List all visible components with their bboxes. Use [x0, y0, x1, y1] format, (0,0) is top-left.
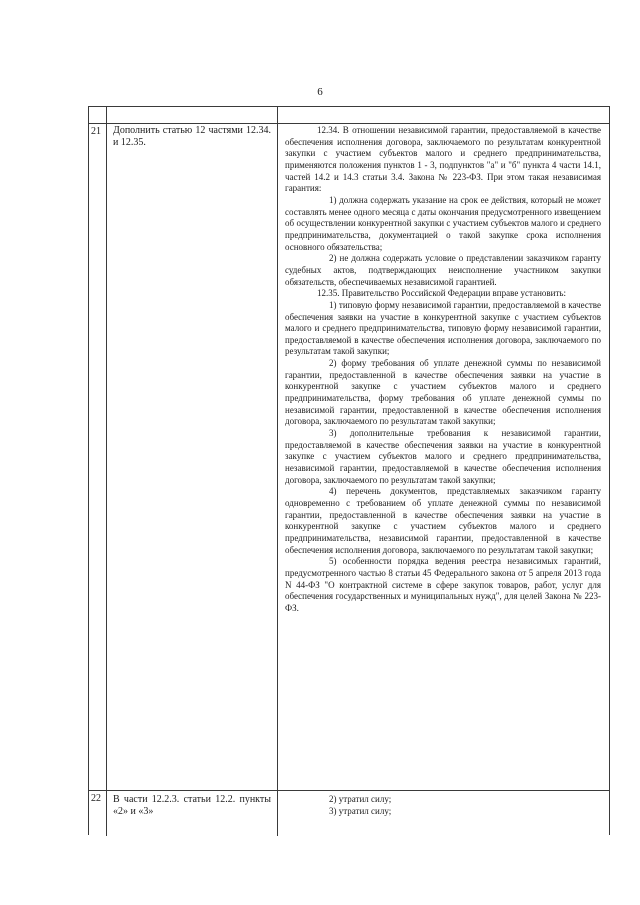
paragraph-repealed-3: 3) утратил силу; [329, 805, 392, 816]
table-row [89, 790, 609, 836]
paragraph-12-34-item-1: 1) должна содержать указание на срок ее действия, который не может составлять менее одного месяца с даты окончания предусмотренного извещением об осуществлении конкурентной закупки с участием субъектов малого и среднего предпринимательства, документацией о такой закупке срока исполнения основного обязательства; [285, 194, 601, 252]
amendment-instruction: Дополнить статью 12 частями 12.34. и 12.35. [113, 125, 271, 148]
paragraph-repealed-2: 2) утратил силу; [329, 794, 392, 804]
paragraph-12-35-item-1: 1) типовую форму независимой гарантии, предоставляемой в качестве обеспечения заявки на участие в конкурентной закупке с участием субъектов малого и среднего предпринимательства, типовую форму независимой гарантии, предоставляемой в качестве обеспечения исполнения договора, заключаемого по результатам такой закупки; [285, 299, 601, 357]
paragraph-12-35-item-5: 5) особенности порядка ведения реестра независимых гарантий, предусмотренного частью 8 статьи 45 Федерального закона от 5 апреля 2013 года N 44-ФЗ "О контрактной системе в сфере закупок товаров, работ, услуг для обеспечения государственных и муниципальных нужд", для целей Закона № 223-ФЗ. [285, 556, 601, 613]
amendments-table [88, 106, 610, 835]
table-header-row [89, 107, 609, 124]
amendment-text [285, 794, 601, 817]
paragraph-12-35-item-4: 4) перечень документов, представляемых заказчиком гаранту одновременно с требованием об уплате денежной суммы по независимой гарантии, предоставленной в качестве обеспечения заявки на участие в конкурентной закупке с участием субъектов малого и среднего предпринимательства, независимой гарантии, предоставленной в качестве обеспечения исполнения договора, заключаемого по результатам такой закупки; [285, 486, 601, 555]
paragraph-12-35-item-2: 2) форму требования об уплате денежной суммы по независимой гарантии, предоставленной в качестве обеспечения заявки на участие в конкурентной закупке с участием субъектов малого и среднего предпринимательства, форму требования об уплате денежной суммы по независимой гарантии, предоставленной в качестве обеспечения исполнения договора, заключаемого по результатам такой закупки; [285, 358, 601, 427]
amendment-instruction: В части 12.2.3. статьи 12.2. пункты «2» и «3» [113, 794, 271, 817]
paragraph-12-35: 12.35. Правительство Российской Федерации вправе установить: [317, 288, 567, 299]
page-number: 6 [317, 86, 323, 98]
amendment-text [285, 125, 601, 615]
paragraph-12-34-item-2: 2) не должна содержать условие о представлении заказчиком гаранту судебных актов, подтверждающих неисполнение участником закупки обязательств, обеспечиваемых независимой гарантией. [285, 253, 601, 287]
paragraph-12-35-item-3: 3) дополнительные требования к независимой гарантии, предоставляемой в качестве обеспечения заявки на участие в конкурентной закупке с участием субъектов малого и среднего предпринимательства, независимой гарантии, предоставляемой в качестве обеспечения исполнения договора, заключаемого по результатам такой закупки; [285, 428, 601, 485]
table-row [89, 124, 609, 790]
row-number: 21 [91, 126, 101, 137]
row-number: 22 [91, 793, 101, 804]
paragraph-12-34: 12.34. В отношении независимой гарантии, предоставляемой в качестве обеспечения исполнения договора, заключаемого по результатам конкурентной закупки с участием субъектов малого и среднего предпринимательства, применяются положения пунктов 1 - 3, подпунктов "а" и "б" пункта 4 части 14.1, частей 14.2 и 14.3 статьи 3.4. Закона № 223-ФЗ. При этом такая независимая гарантия: [285, 125, 601, 194]
